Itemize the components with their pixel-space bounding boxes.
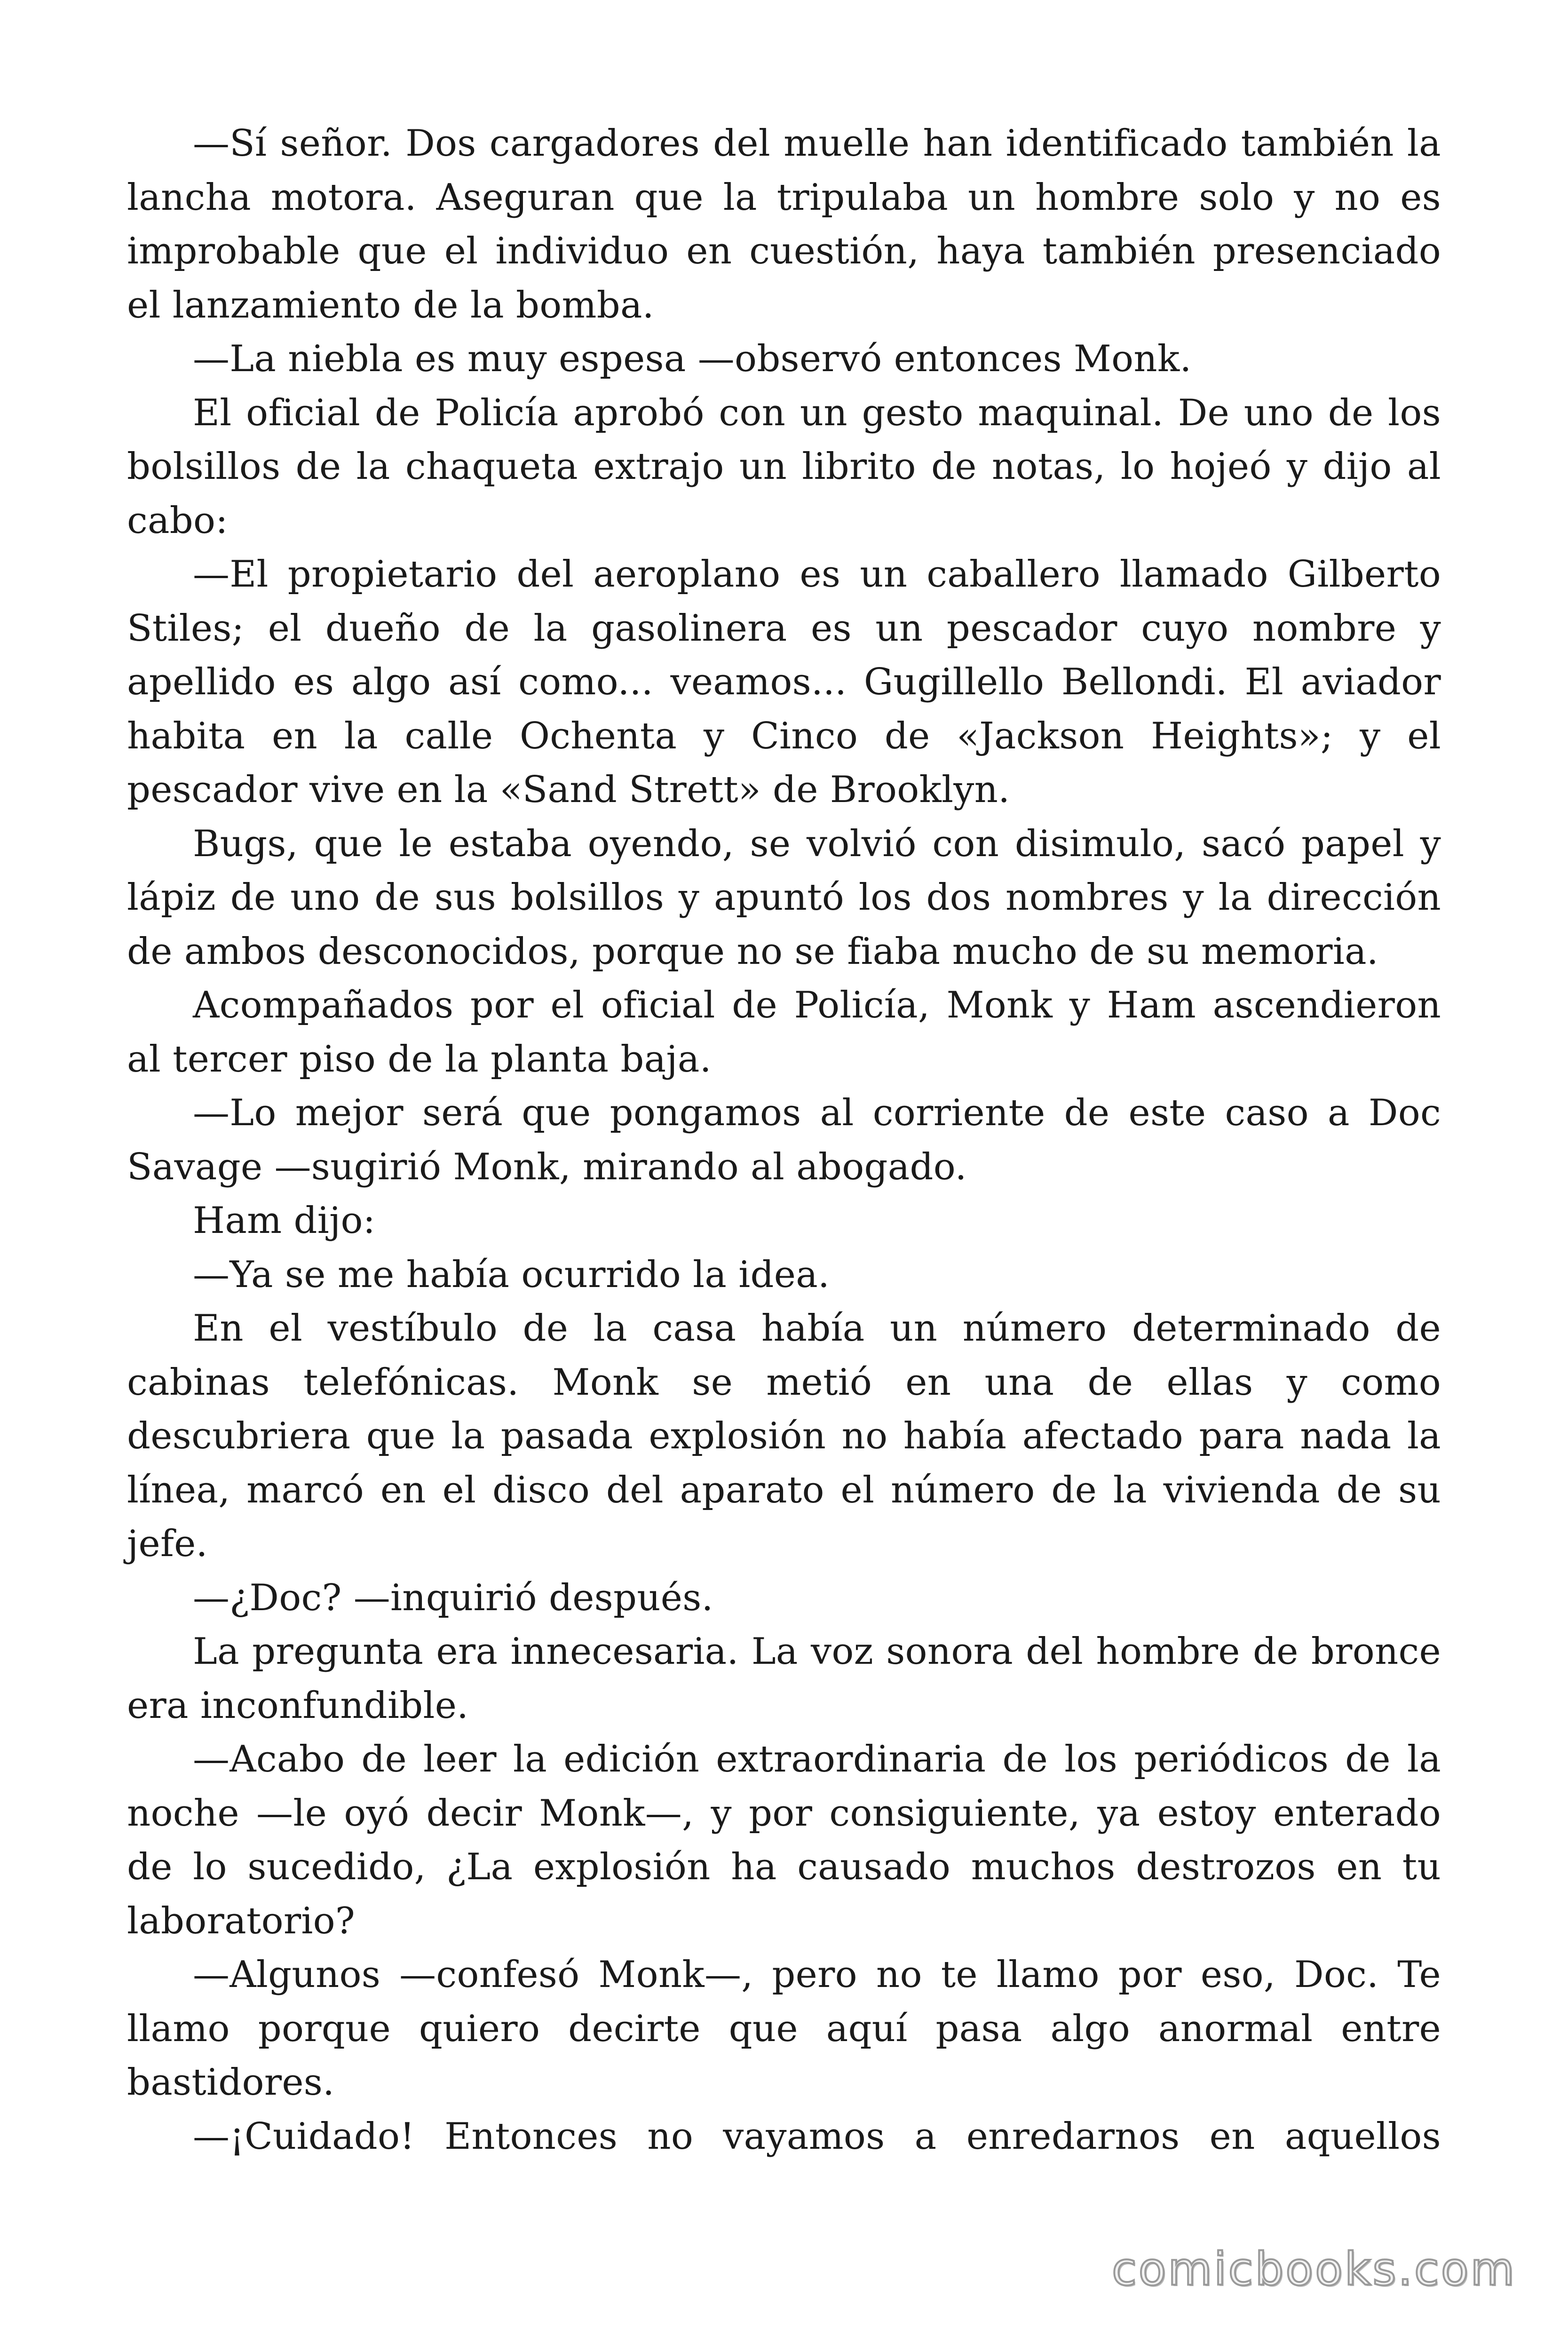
paragraph: —Lo mejor será que pongamos al corriente de este caso a Doc Savage —sugirió Monk, mirando al abogado. — [127, 1092, 1441, 1188]
paragraph: Bugs, que le estaba oyendo, se volvió con disimulo, sacó papel y lápiz de uno de sus bolsillos y apuntó los dos nombres y la dirección de ambos desconocidos, porque no se fiaba mucho de su memoria. — [127, 822, 1441, 973]
paragraph: Ham dijo: — [193, 1200, 376, 1242]
page-body — [127, 117, 1441, 2163]
paragraph: Acompañados por el oficial de Policía, Monk y Ham ascendieron al tercer piso de la planta baja. — [127, 984, 1441, 1081]
paragraph: La pregunta era innecesaria. La voz sonora del hombre de bronce era inconfundible. — [127, 1630, 1441, 1727]
paragraph: —Ya se me había ocurrido la idea. — [193, 1253, 830, 1296]
paragraph: —Algunos —confesó Monk—, pero no te llamo por eso, Doc. Te llamo porque quiero decirte que aquí pasa algo anormal entre bastidores. — [127, 1954, 1441, 2104]
paragraph-last-line: —¡Cuidado! Entonces no vayamos a enredarnos en aquellos — [193, 2115, 1441, 2158]
paragraph: —¿Doc? —inquirió después. — [193, 1576, 713, 1619]
watermark: comicbooks.com — [1111, 2243, 1516, 2296]
paragraph: —La niebla es muy espesa —observó entonces Monk. — [193, 338, 1192, 380]
paragraph: El oficial de Policía aprobó con un gesto maquinal. De uno de los bolsillos de la chaqueta extrajo un librito de notas, lo hojeó y dijo al cabo: — [127, 391, 1441, 542]
paragraph: —Sí señor. Dos cargadores del muelle han identificado también la lancha motora. Aseguran que la tripulaba un hombre solo y no es improbable que el individuo en cuestión, haya también presenciado el lanzamiento de la bomba. — [127, 122, 1441, 326]
paragraph: —El propietario del aeroplano es un caballero llamado Gilberto Stiles; el dueño de la gasolinera es un pescador cuyo nombre y apellido es algo así como... veamos... Gugillello Bellondi. El aviador habita en la calle Ochenta y Cinco de «Jackson Heights»; y el pescador vive en la «Sand Strett» de Brooklyn. — [127, 553, 1441, 811]
paragraph: —Acabo de leer la edición extraordinaria de los periódicos de la noche —le oyó decir Monk—, y por consiguiente, ya estoy enterado de lo sucedido, ¿La explosión ha causado muchos destrozos en tu laboratorio? — [127, 1738, 1441, 1942]
paragraph: En el vestíbulo de la casa había un número determinado de cabinas telefónicas. Monk se metió en una de ellas y como descubriera que la pasada explosión no había afectado para nada la línea, marcó en el disco del aparato el número de la vivienda de su jefe. — [127, 1307, 1441, 1565]
